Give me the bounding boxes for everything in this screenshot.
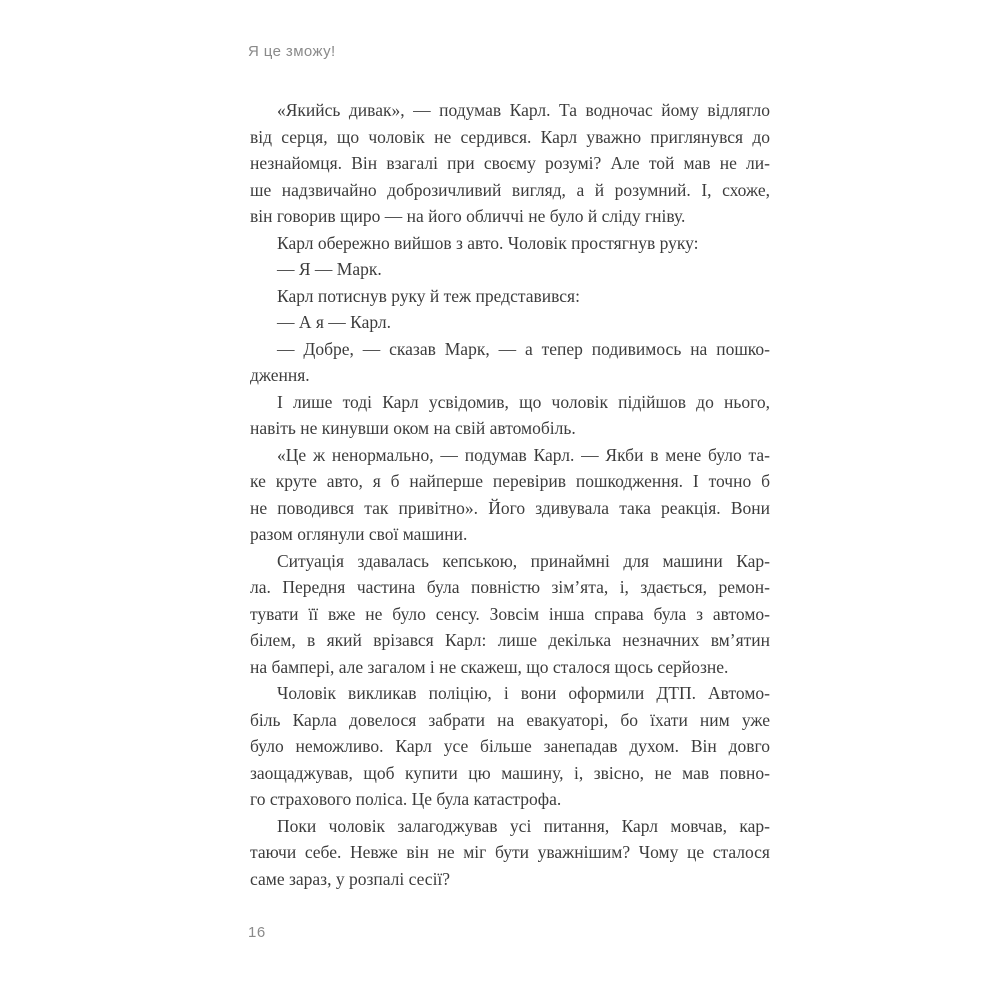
text-line: білем, в який врізався Карл: лише декілька незначних вм’ятин xyxy=(250,630,770,650)
body-text xyxy=(250,97,770,892)
paragraph xyxy=(250,256,770,283)
page-number: 16 xyxy=(248,924,266,941)
text-line: «Це ж ненормально, — подумав Карл. — Якби в мене було та- xyxy=(277,444,770,465)
paragraph xyxy=(250,548,770,681)
paragraph xyxy=(250,336,770,389)
paragraph xyxy=(250,680,770,813)
paragraph xyxy=(250,97,770,230)
paragraph xyxy=(250,813,770,893)
text-line: було неможливо. Карл усе більше занепадав духом. Він довго xyxy=(250,736,770,756)
text-line: Карл потиснув руку й теж представився: xyxy=(277,285,580,306)
text-line: незнайомця. Він взагалі при своєму розумі? Але той мав не ли- xyxy=(250,153,770,173)
text-line: Ситуація здавалась кепською, принаймні для машини Кар- xyxy=(277,550,770,571)
running-header: Я це зможу! xyxy=(248,43,336,60)
text-line: дження. xyxy=(250,365,310,385)
text-line: Чоловік викликав поліцію, і вони оформили ДТП. Автомо- xyxy=(277,683,770,703)
text-line: — А я — Карл. xyxy=(277,312,392,332)
paragraph xyxy=(250,442,770,548)
text-line: навіть не кинувши оком на свій автомобіль. xyxy=(250,418,576,438)
paragraph xyxy=(250,230,770,257)
text-line: від серця, що чоловік не сердився. Карл уважно приглянувся до xyxy=(250,126,770,147)
paragraph xyxy=(250,389,770,442)
text-line: — Я — Марк. xyxy=(277,259,382,279)
text-line: заощаджував, щоб купити цю машину, і, звісно, не мав повно- xyxy=(250,762,770,783)
text-line: «Якийсь дивак», — подумав Карл. Та водночас йому відлягло xyxy=(277,100,770,120)
text-line: ше надзвичайно доброзичливий вигляд, а й розумний. І, схоже, xyxy=(250,179,770,200)
text-line: Поки чоловік залагоджував усі питання, Карл мовчав, кар- xyxy=(277,815,770,836)
paragraph xyxy=(250,283,770,310)
text-line: ке круте авто, я б найперше перевірив пошкодження. І точно б xyxy=(250,471,770,491)
paragraph xyxy=(250,309,770,336)
text-line: не поводився так привітно». Його здивувала така реакція. Вони xyxy=(250,497,770,518)
text-line: на бампері, але загалом і не скажеш, що сталося щось серйозне. xyxy=(250,656,729,677)
text-line: — Добре, — сказав Марк, — а тепер подивимось на пошко- xyxy=(277,338,770,359)
text-line: разом оглянули свої машини. xyxy=(250,524,468,544)
text-line: тувати її вже не було сенсу. Зовсім інша справа була з автомо- xyxy=(250,603,770,624)
text-line: таючи себе. Невже він не міг бути уважнішим? Чому це сталося xyxy=(250,842,770,862)
text-line: біль Карла довелося забрати на евакуаторі, бо їхати ним уже xyxy=(250,709,770,730)
text-line: Карл обережно вийшов з авто. Чоловік простягнув руку: xyxy=(277,232,699,253)
text-line: саме зараз, у розпалі сесії? xyxy=(250,868,451,889)
text-line: ла. Передня частина була повністю зім’ята, і, здається, ремон- xyxy=(250,577,770,597)
text-line: І лише тоді Карл усвідомив, що чоловік підійшов до нього, xyxy=(277,391,770,412)
text-line: він говорив щиро — на його обличчі не було й сліду гніву. xyxy=(250,206,686,226)
text-line: го страхового поліса. Це була катастрофа. xyxy=(250,789,562,809)
